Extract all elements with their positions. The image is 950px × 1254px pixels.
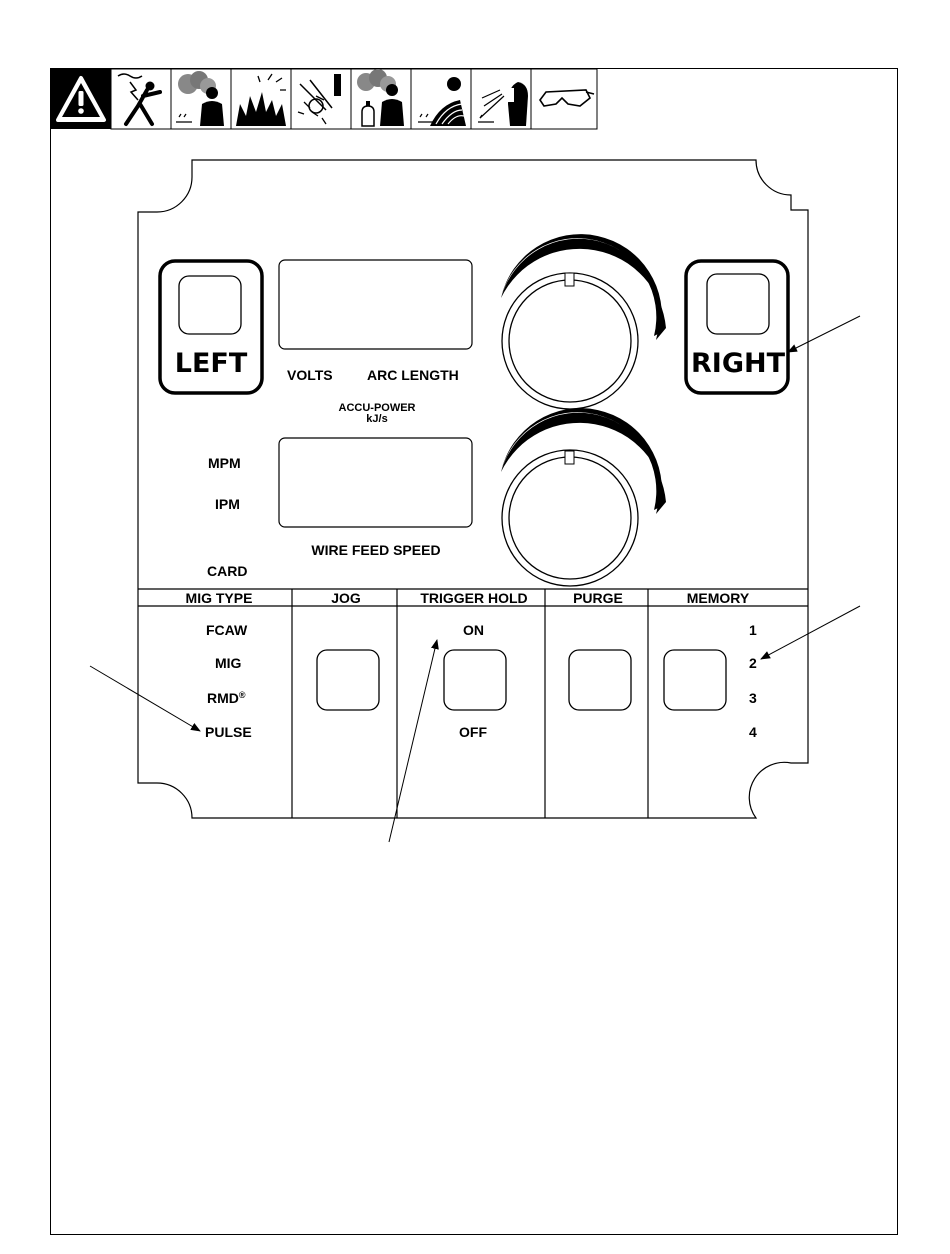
mig-type-option: RMD® [207,690,246,706]
electric-shock-icon [111,69,171,129]
trigger-hold-button[interactable] [444,650,506,710]
mpm-label: MPM [208,455,241,471]
card-label: CARD [207,563,248,579]
right-button-label: RIGHT [690,348,786,379]
safety-glasses-icon [531,69,597,129]
left-button[interactable] [160,261,262,393]
memory-slot-label: 2 [749,655,757,671]
jog-button[interactable] [317,650,379,710]
memory-slot-label: 3 [749,690,757,706]
callout-right-button [788,316,860,352]
callout-trigger-hold-on [389,640,437,842]
memory-button[interactable] [664,650,726,710]
memory-slot-label: 4 [749,724,757,740]
callout-memory [761,606,860,659]
cylinder-explosion-icon [291,69,351,129]
memory-slot-label: 1 [749,622,757,638]
mig-type-option: MIG [215,655,242,671]
accu-power-unit: kJ/s [366,413,388,425]
memory-header: MEMORY [686,590,750,606]
mig-type-option: FCAW [206,622,248,638]
panel-outline [138,160,808,818]
volts-display [279,260,472,349]
arc-length-label: ARC LENGTH [367,367,459,383]
fumes-gases-icon [171,69,231,129]
mig-type-option: PULSE [205,724,252,740]
wire-feed-speed-label: WIRE FEED SPEED [311,542,441,558]
left-button-label: LEFT [174,348,248,379]
hot-parts-icon [411,69,471,129]
fire-explosion-icon [231,69,291,129]
mig-type-header: MIG TYPE [185,590,253,606]
hazard-icon-strip [51,69,597,129]
trigger-hold-header: TRIGGER HOLD [420,590,528,606]
warning-icon [51,69,111,129]
trigger-hold-on-label: ON [463,622,484,638]
volts-label: VOLTS [287,367,333,383]
right-button[interactable] [686,261,788,393]
lower-adjust-knob[interactable] [501,408,666,586]
shielding-gas-icon [351,69,411,129]
trigger-hold-off-label: OFF [459,724,487,740]
purge-header: PURGE [573,590,623,606]
arc-rays-icon [471,69,531,129]
accu-power-label: ACCU-POWER [338,402,416,414]
ipm-label: IPM [215,496,240,512]
purge-button[interactable] [569,650,631,710]
jog-header: JOG [331,590,361,606]
upper-adjust-knob[interactable] [501,234,666,409]
wire-feed-speed-display [279,438,472,527]
callout-pulse [90,666,200,731]
